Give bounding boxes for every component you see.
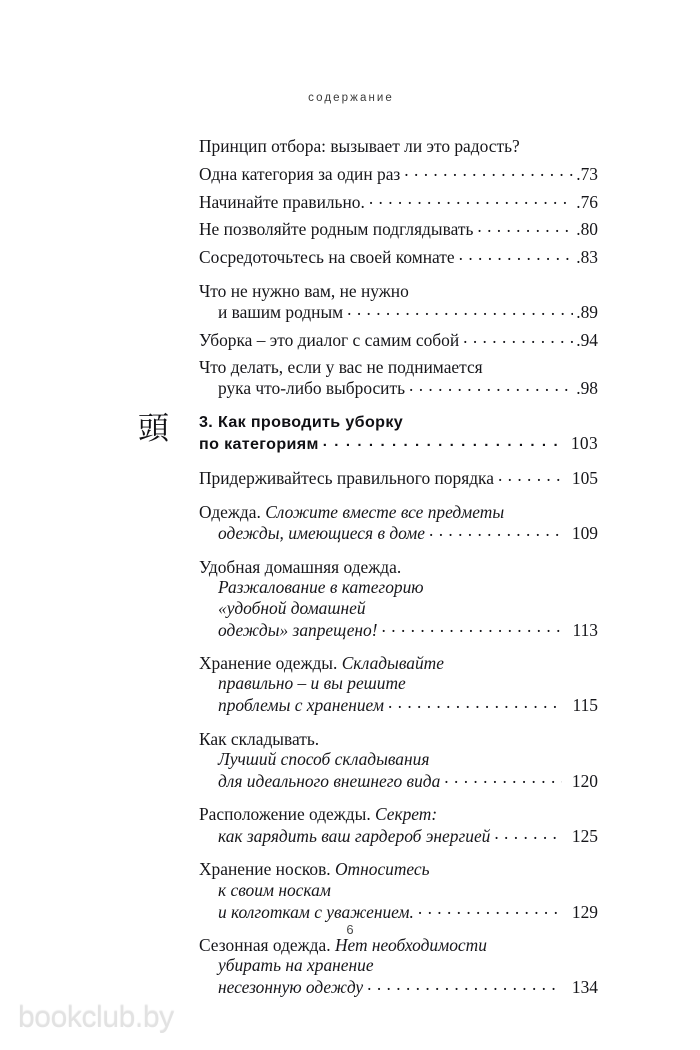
toc-text-roman: Начинайте правильно. [199,191,365,212]
toc-entry-text [199,219,473,239]
toc-page-number: 115 [572,695,598,716]
toc-text-roman: Придерживайтесь правильного порядка [199,468,494,489]
toc-chapter-entry[interactable] [138,410,598,456]
dot-leader [429,522,562,539]
toc-entry-text [199,804,437,824]
toc-entry-text [199,859,430,879]
toc-page-number: 120 [571,770,598,791]
toc-entry[interactable] [199,190,598,212]
toc-entry-text [199,357,483,377]
toc-text-roman: Уборка – это диалог с самим собой [199,330,460,351]
toc-page-number: 129 [571,901,598,922]
toc-text-roman: и вашим родным [218,302,344,323]
toc-entry-line [199,377,598,399]
toc-entry-text [218,955,374,975]
toc-text-roman: Сезонная одежда. [199,934,335,955]
toc-entry-line [199,412,598,434]
toc-text-roman: Не позволяйте родным подглядывать [199,219,474,240]
toc-entry-line [199,301,598,323]
toc-text-italic: Нет необходимости [334,934,487,955]
toc-entry-line [199,825,598,847]
toc-text-roman: Хранение одежды. [199,652,342,673]
toc-entry-text [218,577,424,597]
toc-text-italic: «удобной домашней [218,597,366,618]
toc-text-italic: и колготкам с уважением. [218,901,414,922]
table-of-contents [138,136,598,1004]
toc-entry-text [218,771,440,791]
toc-entry-text [199,653,444,673]
toc-section-before-chapter [199,136,598,399]
toc-text-roman: 3. Как проводить уборку [199,412,404,431]
toc-text-roman: Принцип отбора: вызывает ли это радость? [199,136,520,156]
toc-entry[interactable] [199,281,598,323]
toc-text-roman: рука что-либо выбросить [218,378,406,399]
toc-entry[interactable] [199,329,598,351]
toc-entry-line [199,218,598,240]
toc-text-roman: по категориям [199,435,319,454]
toc-page-number: 134 [571,977,598,998]
toc-entry-line [199,859,598,879]
page-number: 6 [346,922,354,937]
toc-text-italic: одежды, имеющиеся в доме [218,523,425,544]
toc-entry-text [199,281,409,301]
toc-entry-text [199,164,400,184]
toc-entry-line [199,433,598,456]
toc-entry[interactable] [199,467,598,489]
toc-entry[interactable] [199,557,598,640]
toc-text-roman: Как складывать. [199,728,320,749]
dot-leader [347,301,573,318]
toc-entry-text [218,902,414,922]
toc-entry-line [199,467,598,489]
toc-text-italic: для идеального внешнего вида [218,770,441,791]
toc-entry-text [199,434,319,456]
toc-entry-line [199,577,598,597]
toc-section-after-chapter [199,467,598,998]
toc-entry[interactable] [199,729,598,792]
toc-entry-text [199,935,487,955]
toc-entry-text [218,749,429,769]
watermark: bookclub.by [18,1001,174,1034]
toc-text-italic: проблемы с хранением [218,695,384,716]
toc-entry-line [199,502,598,522]
toc-entry-text [218,378,405,398]
toc-entry[interactable] [199,218,598,240]
toc-entry[interactable] [199,502,598,544]
dot-leader [477,218,573,235]
toc-entry[interactable] [199,804,598,846]
toc-text-roman: Хранение носков. [199,859,335,880]
toc-entry-line [199,729,598,749]
toc-entry-text [199,136,520,156]
kanji-glyph-icon: 頭 [138,410,169,447]
toc-text-roman: Что не нужно вам, не нужно [199,280,409,301]
dot-leader [404,162,573,179]
toc-text-italic: Относитесь [335,859,430,880]
toc-entry-line [199,955,598,975]
toc-text-italic: Складывайте [341,652,444,673]
toc-page-number: .83 [576,247,598,268]
toc-entry-line [199,162,598,184]
toc-page-number: 125 [571,825,598,846]
toc-entry-line [199,557,598,577]
toc-entry-text [199,330,459,350]
toc-text-italic: Сложите вместе все предметы [265,501,505,522]
toc-entry-line [199,900,598,922]
toc-chapter-heading-block [138,410,598,456]
toc-entry-text [199,557,401,577]
toc-page-number: .80 [576,219,598,240]
toc-entry-text [199,729,319,749]
toc-text-roman: Одежда. [199,501,266,522]
toc-entry-line [199,769,598,791]
dot-leader [367,976,562,993]
dot-leader [382,618,562,635]
toc-entry-text [218,598,366,618]
toc-entry-line [199,618,598,640]
dot-leader [418,900,562,917]
toc-text-roman: Сосредоточьтесь на своей комнате [199,247,455,268]
toc-page-number: .73 [576,163,598,184]
toc-entry-line [199,246,598,268]
toc-entry[interactable] [199,162,598,184]
toc-text-italic: к своим носкам [218,879,331,900]
dot-leader [369,190,573,207]
dot-leader [459,246,573,263]
toc-page-number: 103 [570,433,598,454]
dot-leader [409,377,573,394]
toc-entry[interactable] [199,357,598,399]
toc-entry[interactable] [199,859,598,922]
toc-entry-text [199,502,504,522]
toc-entry-line [199,976,598,998]
toc-page-number: 113 [572,619,598,640]
toc-page-number: .76 [576,191,598,212]
toc-entry-text [218,880,331,900]
toc-text-roman: Что делать, если у вас не поднимается [199,356,483,377]
toc-entry-text [218,826,490,846]
toc-text-italic: несезонную одежду [218,977,364,998]
toc-entry-text [218,695,384,715]
toc-entry-line [199,935,598,955]
toc-entry-text [218,523,425,543]
dot-leader [494,825,562,842]
toc-text-roman: Одна категория за один раз [199,163,401,184]
dot-leader [323,433,562,449]
toc-text-roman: Удобная домашняя одежда. [199,556,402,577]
dot-leader [498,467,562,484]
toc-entry-line [199,329,598,351]
toc-entry-line [199,653,598,673]
toc-entry-text [199,412,403,434]
toc-text-italic: правильно – и вы решите [218,673,406,694]
toc-page-number: 105 [571,468,598,489]
toc-entry-text [218,673,406,693]
toc-text-italic: Лучший способ складывания [218,748,430,769]
toc-entry[interactable] [199,935,598,998]
toc-entry-text [199,468,494,488]
toc-text-italic: как зарядить ваш гардероб энергией [218,825,491,846]
toc-entry-line [199,598,598,618]
toc-entry-text [218,302,343,322]
toc-entry-text [218,977,363,997]
toc-text-italic: Секрет: [375,804,438,825]
toc-entry[interactable] [199,653,598,716]
toc-page-number: .89 [576,302,598,323]
toc-entry-line [199,281,598,301]
toc-entry-line [199,357,598,377]
toc-text-roman: Расположение одежды. [199,804,376,825]
dot-leader [388,694,562,711]
toc-entry-line [199,136,598,156]
toc-page-number: 109 [571,523,598,544]
toc-entry-line [199,804,598,824]
toc-text-italic: убирать на хранение [218,955,374,976]
toc-entry-line [199,749,598,769]
running-head: содержание [308,92,394,104]
dot-leader [463,329,573,346]
toc-entry-text [218,620,378,640]
toc-entry-line [199,673,598,693]
toc-entry-text [199,247,455,267]
toc-entry-line [199,694,598,716]
toc-text-italic: одежды» запрещено! [218,619,378,640]
toc-entry[interactable] [199,246,598,268]
toc-text-italic: Разжалование в категорию [218,577,424,598]
toc-page-number: .94 [576,330,598,351]
toc-entry-line [199,880,598,900]
toc-entry[interactable] [199,136,598,156]
toc-page-number: .98 [576,378,598,399]
toc-entry-text [199,192,365,212]
toc-entry-line [199,522,598,544]
dot-leader [444,769,562,786]
toc-entry-line [199,190,598,212]
